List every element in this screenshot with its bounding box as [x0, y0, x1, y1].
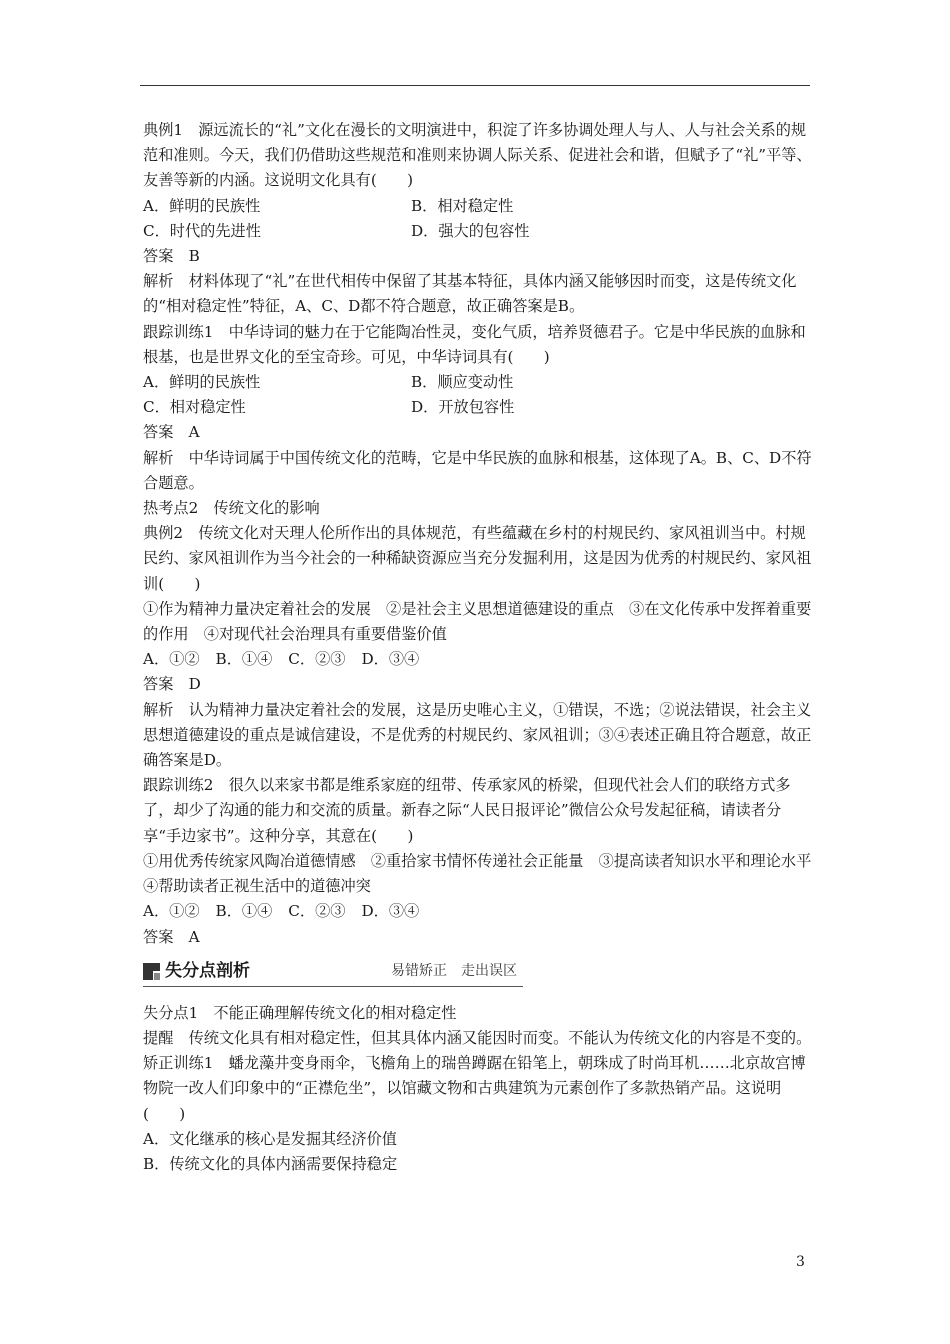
example2-analysis: 解析 认为精神力量决定着社会的发展，这是历史唯心主义，①错误，不选；②说法错误，社会主义思想道德建设的重点是诚信建设，不是优秀的村规民约、家风祖训；③④表述正确且符合题意，故正确答案是D。: [143, 700, 812, 770]
example1-answer: 答案 B: [143, 247, 200, 266]
section-square-icon: [143, 963, 160, 980]
follow1-stem: 跟踪训练1 中华诗词的魅力在于它能陶冶性灵，变化气质，培养贤德君子。它是中华民族的血脉和根基，也是世界文化的至宝奇珍。可见，中华诗词具有( ): [143, 322, 806, 366]
option: D．③④: [361, 650, 420, 669]
pitfall-tip: 提醒 传统文化具有相对稳定性，但其具体内涵又能因时而变。不能认为传统文化的内容是不变的。: [143, 1028, 812, 1047]
section-header: [143, 957, 523, 987]
section-title: 失分点剖析: [165, 960, 250, 981]
option: C．相对稳定性: [143, 398, 246, 417]
correct1-stem: 矫正训练1 蟠龙藻井变身雨伞，飞檐角上的瑞兽蹲踞在铅笔上，朝珠成了时尚耳机……北京故宫博物院一改人们印象中的“正襟危坐”，以馆藏文物和古典建筑为元素创作了多款热销产品。这说明( ): [143, 1054, 806, 1123]
option: A．文化继承的核心是发掘其经济价值: [143, 1129, 397, 1148]
example1-stem: 典例1 源远流长的“礼”文化在漫长的文明演进中，积淀了许多协调处理人与人、人与社会关系的规范和准则。今天，我们仍借助这些规范和准则来协调人际关系、促进社会和谐，但赋予了“礼”平等、友善等新的内涵。这说明文化具有( ): [143, 121, 812, 190]
option: C．②③: [288, 650, 346, 669]
example1-options-row2: [143, 219, 815, 244]
option: A．①②: [143, 902, 200, 921]
follow2-stem: 跟踪训练2 很久以来家书都是维系家庭的纽带、传承家风的桥梁，但现代社会人们的联络方式多了，却少了沟通的能力和交流的质量。新春之际“人民日报评论”微信公众号发起征稿，请读者分享“手边家书”。这种分享，其意在( ): [143, 776, 791, 845]
follow1-options-row1: [143, 370, 815, 395]
option: A．鲜明的民族性: [143, 373, 261, 392]
option: B．相对稳定性: [411, 196, 514, 215]
option: D．③④: [361, 902, 420, 921]
page-number: 3: [796, 1254, 805, 1270]
follow2-answer: 答案 A: [143, 927, 200, 946]
follow2-options: [143, 899, 815, 924]
example2-answer: 答案 D: [143, 675, 201, 694]
option: C．②③: [288, 902, 346, 921]
header-rule: [140, 85, 810, 86]
option: B．①④: [215, 902, 273, 921]
example2-options: [143, 647, 815, 672]
page-content: [143, 118, 827, 1177]
example2-stem: 典例2 传统文化对天理人伦所作出的具体规范，有些蕴藏在乡村的村规民约、家风祖训当中。村规民约、家风祖训作为当今社会的一种稀缺资源应当充分发掘利用，这是因为优秀的村规民约、家风祖训( ): [143, 524, 812, 593]
option: B．传统文化的具体内涵需要保持稳定: [143, 1154, 398, 1173]
example2-statements: ①作为精神力量决定着社会的发展 ②是社会主义思想道德建设的重点 ③在文化传承中发挥着重要的作用 ④对现代社会治理具有重要借鉴价值: [143, 599, 812, 644]
follow2-statements: ①用优秀传统家风陶冶道德情感 ②重拾家书情怀传递社会正能量 ③提高读者知识水平和理论水平 ④帮助读者正视生活中的道德冲突: [143, 851, 827, 896]
option: D．开放包容性: [411, 398, 515, 417]
follow1-analysis: 解析 中华诗词属于中国传统文化的范畴，它是中华民族的血脉和根基，这体现了A。B、C、D不符合题意。: [143, 448, 812, 492]
follow1-answer: 答案 A: [143, 423, 200, 442]
option: A．鲜明的民族性: [143, 196, 261, 215]
example1-options-row1: [143, 194, 815, 219]
option: B．顺应变动性: [411, 373, 514, 392]
option: A．①②: [143, 650, 200, 669]
option: C．时代的先进性: [143, 221, 261, 240]
example1-analysis: 解析 材料体现了“礼”在世代相传中保留了其基本特征，具体内涵又能够因时而变，这是传统文化的“相对稳定性”特征，A、C、D都不符合题意，故正确答案是B。: [143, 272, 797, 316]
section-subtitle: 易错矫正 走出误区: [391, 962, 517, 979]
option: D．强大的包容性: [411, 221, 530, 240]
hot-point-heading: 热考点2 传统文化的影响: [143, 499, 320, 518]
section-underline: [143, 986, 523, 987]
pitfall-heading: 失分点1 不能正确理解传统文化的相对稳定性: [143, 1003, 457, 1022]
option: B．①④: [215, 650, 273, 669]
follow1-options-row2: [143, 395, 815, 420]
